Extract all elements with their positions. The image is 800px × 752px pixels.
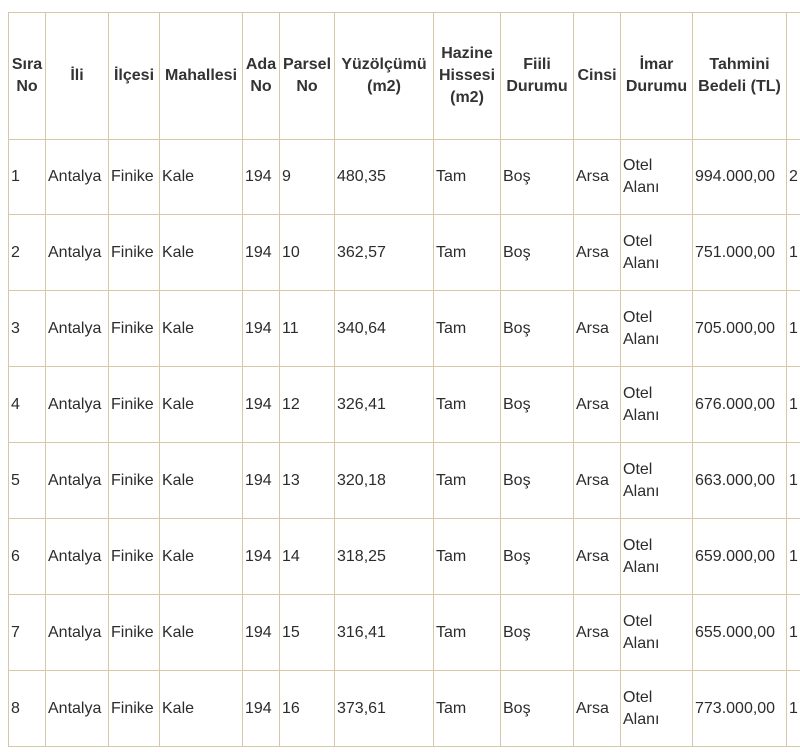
header-fiili-durumu: Fiili Durumu [501,13,574,140]
cell-tahmini-bedeli: 751.000,00 [693,215,787,291]
cell-yuzolcumu: 326,41 [335,367,434,443]
cell-tahmini-bedeli: 655.000,00 [693,595,787,671]
cell-mahallesi: Kale [160,671,243,747]
header-yuzolcumu: Yüzölçümü (m2) [335,13,434,140]
cell-hazine-hissesi: Tam [434,140,501,215]
header-tahmini-bedeli: Tahmini Bedeli (TL) [693,13,787,140]
cell-hazine-hissesi: Tam [434,291,501,367]
table-header-row [9,13,800,140]
cell-imar-durumu: Otel Alanı [621,443,693,519]
cell-hazine-hissesi: Tam [434,519,501,595]
cell-extra: 1 [787,291,800,367]
cell-imar-durumu: Otel Alanı [621,519,693,595]
cell-fiili-durumu: Boş [501,215,574,291]
cell-fiili-durumu: Boş [501,367,574,443]
cell-imar-durumu: Otel Alanı [621,671,693,747]
cell-ada-no: 194 [243,291,280,367]
table-row [9,291,800,367]
header-parsel-no: Parsel No [280,13,335,140]
cell-imar-durumu: Otel Alanı [621,367,693,443]
cell-sira-no: 5 [9,443,46,519]
cell-ili: Antalya [46,595,109,671]
cell-yuzolcumu: 340,64 [335,291,434,367]
cell-parsel-no: 16 [280,671,335,747]
cell-ili: Antalya [46,443,109,519]
cell-cinsi: Arsa [574,367,621,443]
cell-yuzolcumu: 320,18 [335,443,434,519]
cell-hazine-hissesi: Tam [434,595,501,671]
cell-ilcesi: Finike [109,291,160,367]
cell-parsel-no: 9 [280,140,335,215]
cell-tahmini-bedeli: 773.000,00 [693,671,787,747]
cell-fiili-durumu: Boş [501,140,574,215]
cell-cinsi: Arsa [574,443,621,519]
cell-tahmini-bedeli: 705.000,00 [693,291,787,367]
cell-parsel-no: 11 [280,291,335,367]
cell-ili: Antalya [46,367,109,443]
cell-hazine-hissesi: Tam [434,215,501,291]
cell-mahallesi: Kale [160,443,243,519]
cell-sira-no: 7 [9,595,46,671]
cell-ada-no: 194 [243,519,280,595]
cell-parsel-no: 10 [280,215,335,291]
cell-fiili-durumu: Boş [501,595,574,671]
cell-mahallesi: Kale [160,215,243,291]
header-cinsi: Cinsi [574,13,621,140]
cell-parsel-no: 13 [280,443,335,519]
cell-hazine-hissesi: Tam [434,443,501,519]
cell-mahallesi: Kale [160,291,243,367]
cell-ada-no: 194 [243,140,280,215]
cell-parsel-no: 12 [280,367,335,443]
cell-sira-no: 1 [9,140,46,215]
header-ada-no: Ada No [243,13,280,140]
table-body [9,140,800,747]
cell-ili: Antalya [46,140,109,215]
cell-hazine-hissesi: Tam [434,367,501,443]
cell-fiili-durumu: Boş [501,443,574,519]
cell-tahmini-bedeli: 676.000,00 [693,367,787,443]
cell-sira-no: 4 [9,367,46,443]
cell-ilcesi: Finike [109,671,160,747]
cell-extra: 1 [787,443,800,519]
cell-extra: 1 [787,519,800,595]
header-ili: İli [46,13,109,140]
cell-hazine-hissesi: Tam [434,671,501,747]
header-mahallesi: Mahallesi [160,13,243,140]
cell-imar-durumu: Otel Alanı [621,140,693,215]
cell-cinsi: Arsa [574,140,621,215]
cell-sira-no: 6 [9,519,46,595]
table-row [9,519,800,595]
table-row [9,140,800,215]
header-ilcesi: İlçesi [109,13,160,140]
property-table-container [8,12,800,747]
cell-yuzolcumu: 480,35 [335,140,434,215]
cell-ilcesi: Finike [109,595,160,671]
cell-yuzolcumu: 316,41 [335,595,434,671]
cell-sira-no: 2 [9,215,46,291]
cell-fiili-durumu: Boş [501,291,574,367]
cell-mahallesi: Kale [160,595,243,671]
header-sira-no: Sıra No [9,13,46,140]
header-hazine-hissesi: Hazine Hissesi (m2) [434,13,501,140]
cell-mahallesi: Kale [160,367,243,443]
cell-cinsi: Arsa [574,671,621,747]
cell-extra: 1 [787,671,800,747]
cell-parsel-no: 14 [280,519,335,595]
cell-ada-no: 194 [243,595,280,671]
table-row [9,443,800,519]
cell-mahallesi: Kale [160,519,243,595]
cell-sira-no: 8 [9,671,46,747]
header-extra [787,13,800,140]
cell-imar-durumu: Otel Alanı [621,291,693,367]
cell-yuzolcumu: 318,25 [335,519,434,595]
cell-extra: 2 [787,140,800,215]
cell-cinsi: Arsa [574,519,621,595]
table-row [9,367,800,443]
cell-cinsi: Arsa [574,291,621,367]
cell-cinsi: Arsa [574,215,621,291]
cell-tahmini-bedeli: 994.000,00 [693,140,787,215]
cell-imar-durumu: Otel Alanı [621,595,693,671]
cell-ada-no: 194 [243,215,280,291]
cell-extra: 1 [787,595,800,671]
cell-ilcesi: Finike [109,140,160,215]
cell-ili: Antalya [46,671,109,747]
cell-ada-no: 194 [243,671,280,747]
cell-ada-no: 194 [243,443,280,519]
cell-ilcesi: Finike [109,215,160,291]
cell-yuzolcumu: 373,61 [335,671,434,747]
property-table [8,12,800,747]
table-row [9,215,800,291]
cell-cinsi: Arsa [574,595,621,671]
cell-fiili-durumu: Boş [501,519,574,595]
header-imar-durumu: İmar Durumu [621,13,693,140]
cell-ili: Antalya [46,291,109,367]
table-row [9,595,800,671]
cell-sira-no: 3 [9,291,46,367]
cell-ili: Antalya [46,215,109,291]
table-row [9,671,800,747]
cell-tahmini-bedeli: 659.000,00 [693,519,787,595]
cell-ilcesi: Finike [109,367,160,443]
cell-ilcesi: Finike [109,519,160,595]
cell-tahmini-bedeli: 663.000,00 [693,443,787,519]
cell-ada-no: 194 [243,367,280,443]
cell-parsel-no: 15 [280,595,335,671]
cell-ilcesi: Finike [109,443,160,519]
cell-imar-durumu: Otel Alanı [621,215,693,291]
cell-fiili-durumu: Boş [501,671,574,747]
cell-extra: 1 [787,215,800,291]
cell-extra: 1 [787,367,800,443]
cell-mahallesi: Kale [160,140,243,215]
cell-yuzolcumu: 362,57 [335,215,434,291]
cell-ili: Antalya [46,519,109,595]
